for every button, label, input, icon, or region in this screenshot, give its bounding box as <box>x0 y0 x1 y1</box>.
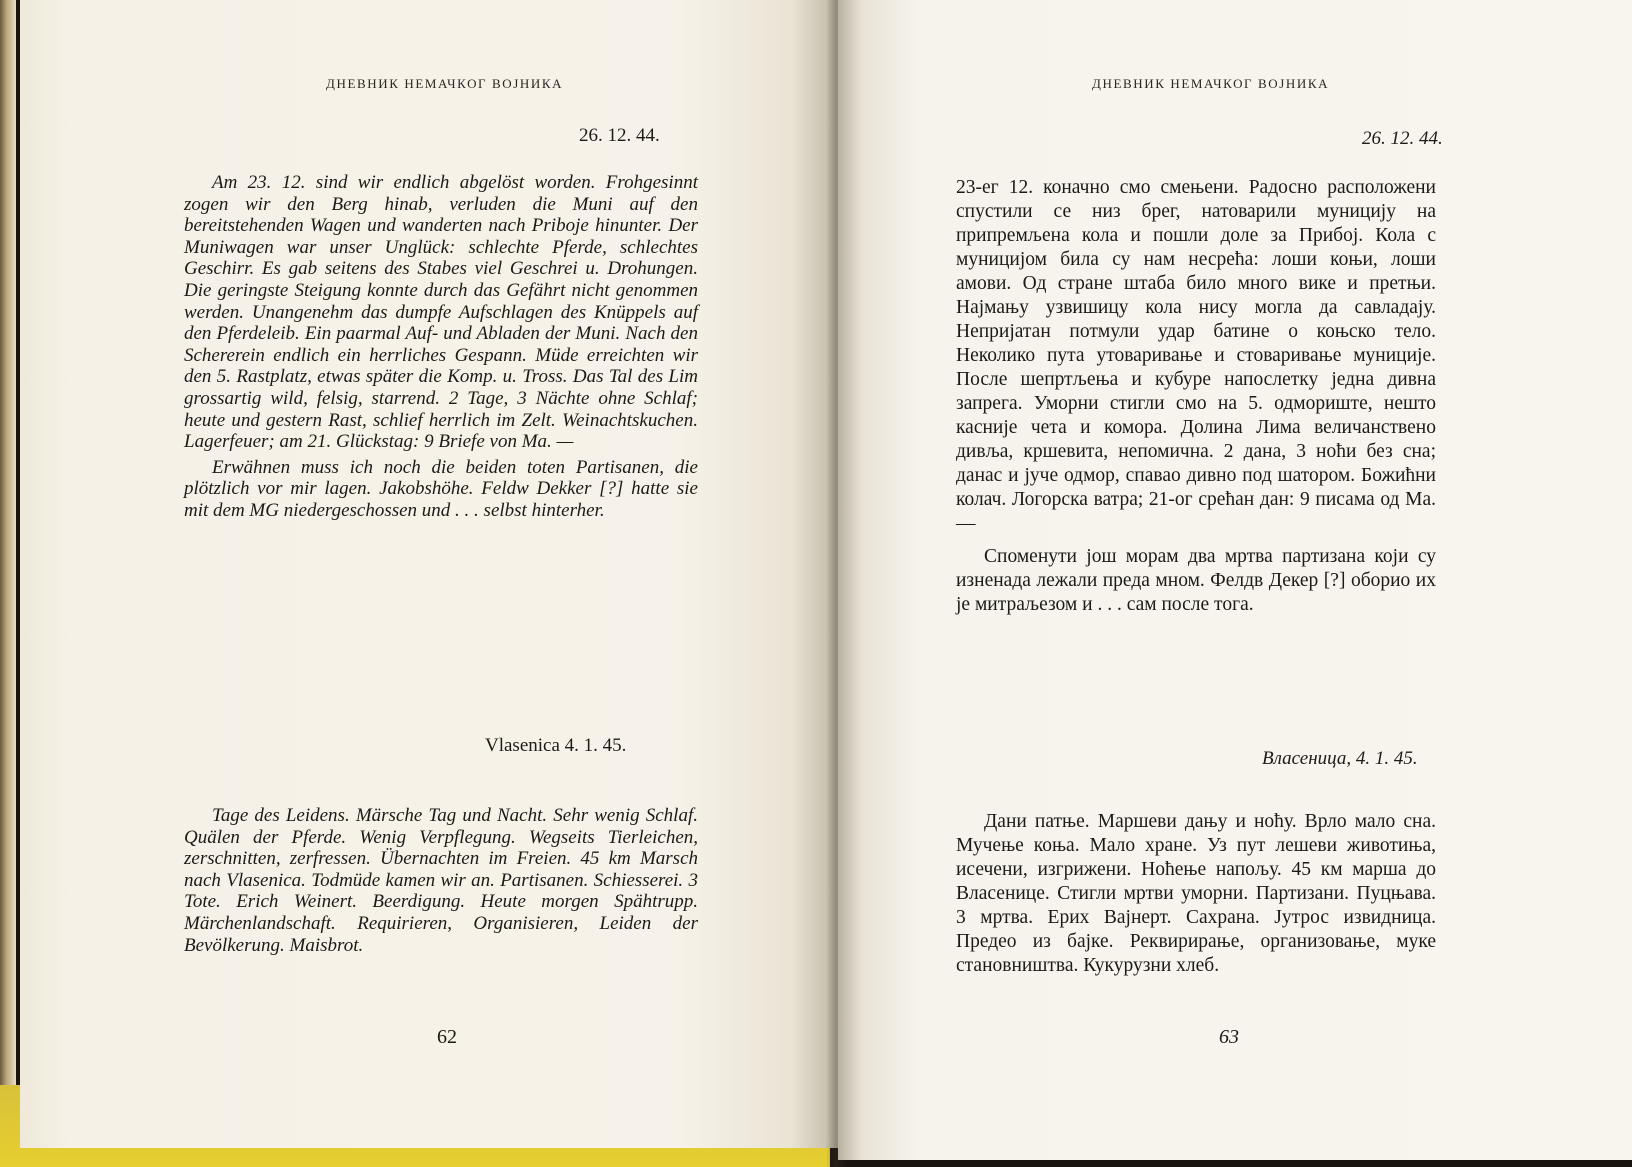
left-page <box>20 0 840 1148</box>
entry-text-left-2 <box>184 805 698 956</box>
entry-date-left-1: 26. 12. 44. <box>579 125 660 146</box>
right-page <box>838 0 1632 1160</box>
running-head-right: ДНЕВНИК НЕМАЧКОГ ВОЈНИКА <box>1092 76 1330 91</box>
paragraph: Tage des Leidens. Märsche Tag und Nacht. Sehr wenig Schlaf. Quälen der Pferde. Wenig Verpflegung. Wegseits Tierleichen, zerschnitten, zerfressen. Übernachten im Freien. 45 km Marsch nach Vlasenica. Todmüde kamen wir an. Partisanen. Schiesserei. 3 Tote. Erich Weinert. Beerdigung. Heute morgen Spähtrupp. Märchenlandschaft. Requirieren, Organisieren, Leiden der Bevölkerung. Maisbrot. <box>184 805 698 956</box>
entry-text-right-1 <box>956 176 1436 617</box>
running-head-left: ДНЕВНИК НЕМАЧКОГ ВОЈНИКА <box>326 76 564 91</box>
entry-text-right-2 <box>956 810 1436 978</box>
entry-date-right-2: Власеница, 4. 1. 45. <box>1262 748 1418 769</box>
paragraph: Erwähnen muss ich noch die beiden toten Partisanen, die plötzlich vor mir lagen. Jakobshöhe. Feldw Dekker [?] hatte sie mit dem MG niedergeschossen und . . . selbst hinterher. <box>184 456 698 521</box>
paragraph: Споменути још морам два мртва партизана који су изненада лежали преда мном. Фелдв Декер [?] оборио их је митраљезом и . . . сам после тога. <box>956 546 1436 615</box>
paragraph: Am 23. 12. sind wir endlich abgelöst worden. Frohgesinnt zogen wir den Berg hinab, verluden die Muni auf den bereitstehenden Wagen und wanderten nach Priboje hinunter. Der Muniwagen war unser Unglück: schlechte Pferde, schlechtes Geschirr. Es gab seitens des Stabes viel Geschrei u. Drohungen. Die geringste Steigung konnte durch das Gefährt nicht genommen werden. Unangenehm das dumpfe Aufschlagen des Knüppels auf den Pferdeleib. Ein paarmal Auf- und Abladen der Muni. Nach den Schererein endlich ein herrliches Gespann. Müde erreichten wir den 5. Rastplatz, etwas später die Komp. u. Tross. Das Tal des Lim grossartig wild, felsig, starrend. 2 Tage, 3 Nächte ohne Schlaf; heute und gestern Rast, schlief herrlich im Zelt. Weinachtskuchen. Lagerfeuer; am 21. Glückstag: 9 Briefe von Ma. — <box>184 172 698 453</box>
page-number-right: 63 <box>1219 1026 1239 1048</box>
page-number-left: 62 <box>437 1026 457 1048</box>
paragraph: 23-ег 12. коначно смо смењени. Радосно расположени спустили се низ брег, натоварили муницију на припремљена кола и пошли доле за Прибој. Кола с муницијом била су нам несрећа: лоши коњи, лоши амови. Од стране штаба било много вике и претњи. Најмању узвишицу кола нису могла да савладају. Непријатан потмули удар батине о коњско тело. Неколико пута утоваривање и стоваривање муниције. После шепртљења и кубуре напослетку једна дивна запрега. Уморни стигли смо на 5. одмориште, нешто касније чета и комора. Долина Лима величанствено дивља, кршевита, непомична. 2 дана, 3 ноћи без сна; данас и јуче одмор, спавао дивно под шатором. Божићни колач. Логорска ватра; 21-ог срећан дан: 9 писама од Ма. — <box>956 177 1436 534</box>
paragraph: Дани патње. Маршеви дању и ноћу. Врло мало сна. Мучење коња. Мало хране. Уз пут лешеви животиња, исечени, изгрижени. Ноћење напољу. 45 км марша до Власенице. Стигли мртви уморни. Партизани. Пуцњава. 3 мртва. Ерих Вајнерт. Сахрана. Јутрос извидница. Предео из бајке. Реквирирање, организовање, муке становништва. Кукурузни хлеб. <box>956 811 1436 976</box>
entry-date-left-2: Vlasenica 4. 1. 45. <box>485 735 627 756</box>
entry-date-right-1: 26. 12. 44. <box>1362 128 1443 149</box>
entry-text-left-1 <box>184 172 698 522</box>
book-edge <box>0 0 16 1167</box>
